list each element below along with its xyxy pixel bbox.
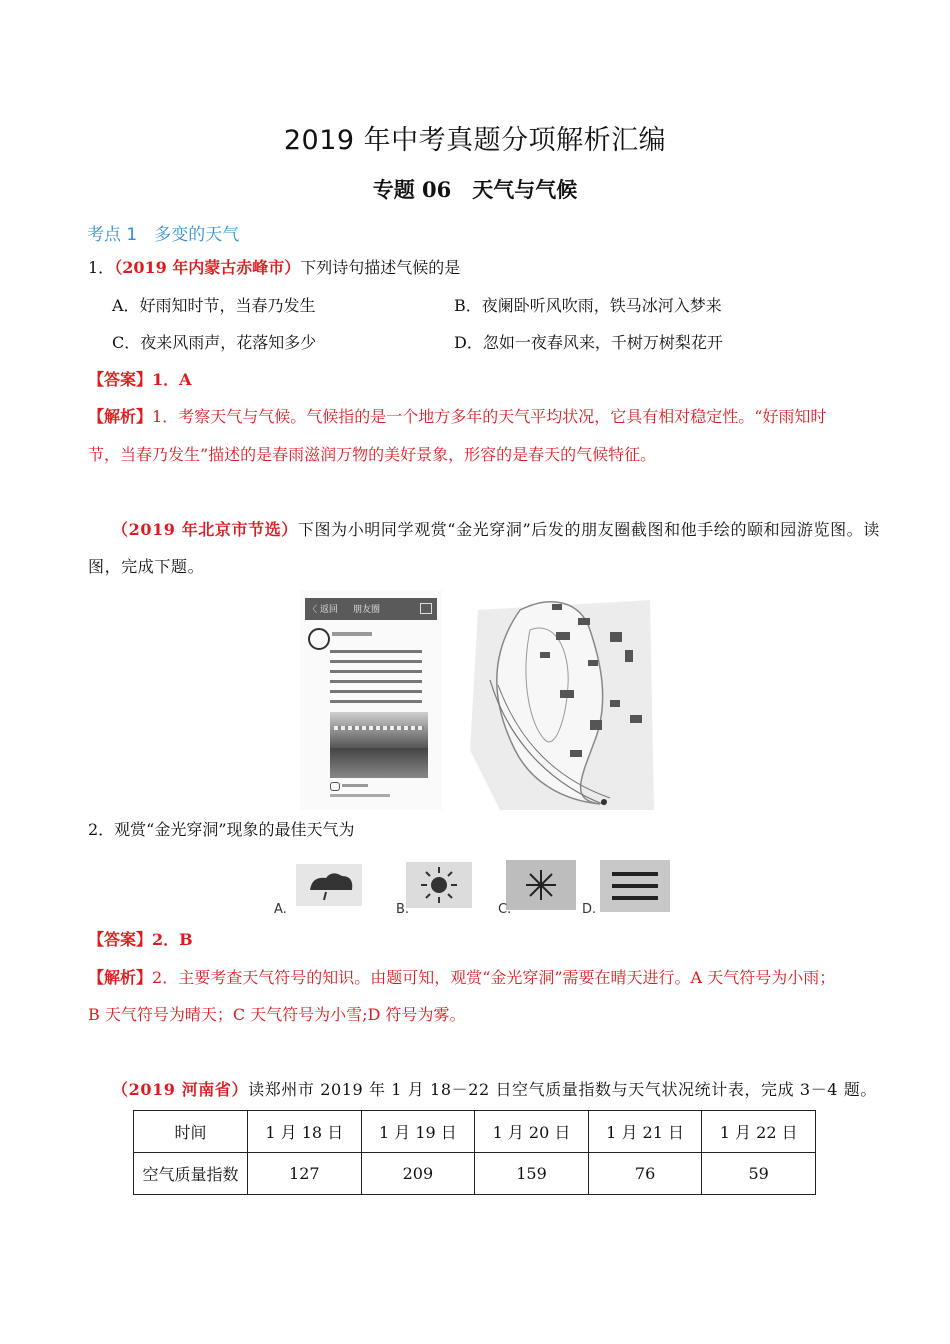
fog-icon (600, 860, 670, 912)
option-b-label: B. (396, 902, 410, 917)
table-cell: 209 (361, 1153, 475, 1195)
analysis-label: 【解析】 (88, 968, 153, 987)
page-title: 2019 年中考真题分项解析汇编 (283, 125, 667, 156)
question-source: （2019 年内蒙古赤峰市） (114, 258, 301, 277)
table-cell: 59 (702, 1153, 816, 1195)
option-c: C．夜来风雨声，花落知多少 (112, 333, 317, 352)
analysis-text: 2．主要考查天气符号的知识。由题可知，观赏“金光穿洞”需要在晴天进行。A 天气符号为小雨； (152, 968, 836, 987)
analysis-1-line-2: 节，当春乃发生”描述的是春雨滋润万物的美好景象，形容的是春天的气候特征。 (88, 445, 657, 464)
summer-palace-map (460, 590, 654, 810)
table-cell: 127 (248, 1153, 362, 1195)
answer-label: 【答案】 (88, 370, 153, 389)
table-header-cell: 1 月 21 日 (588, 1111, 702, 1153)
question-2-intro-line-2: 图，完成下题。 (88, 557, 205, 576)
comment-line (330, 794, 390, 797)
sunny-icon (406, 862, 472, 908)
moments-screenshot (300, 590, 442, 810)
option-c-label: C. (498, 902, 512, 917)
option-a-label: A. (274, 902, 287, 917)
section-heading: 考点 1 多变的天气 (87, 225, 240, 245)
answer-1 (88, 368, 192, 392)
table-cell: 159 (475, 1153, 589, 1195)
answer-value: 2．B (152, 930, 193, 949)
analysis-text: 1．考察天气与气候。气候指的是一个地方多年的天气平均状况，它具有相对稳定性。“好雨知时 (152, 407, 827, 426)
avatar (308, 628, 330, 650)
option-d: D．忽如一夜春风来，千树万树梨花开 (454, 333, 723, 352)
table-header-row (134, 1111, 816, 1153)
weather-symbol-options (274, 860, 674, 920)
question-1-stem (88, 256, 460, 280)
aqi-table (133, 1110, 816, 1195)
post-photo-top (330, 712, 428, 748)
analysis-2-line-2: B 天气符号为晴天；C 天气符号为小雪;D 符号为雾。 (88, 1005, 466, 1024)
question-2-stem: 2．观赏“金光穿洞”现象的最佳天气为 (88, 820, 355, 839)
analysis-label: 【解析】 (88, 407, 153, 426)
back-link: 〈 返回 (308, 605, 338, 615)
heart-icon (330, 782, 340, 791)
table-header-cell: 1 月 19 日 (361, 1111, 475, 1153)
answer-2 (88, 928, 193, 952)
like-line (342, 784, 368, 787)
intro-text: 下图为小明同学观赏“金光穿洞”后发的朋友圈截图和他手绘的颐和园游览图。读 (297, 520, 880, 539)
table-row-label: 空气质量指数 (134, 1153, 248, 1195)
analysis-1-line-1 (88, 405, 826, 429)
username-line (332, 632, 372, 636)
camera-icon (420, 603, 432, 614)
question-number: 1． (88, 258, 115, 277)
table-header-cell: 1 月 18 日 (248, 1111, 362, 1153)
question-source: （2019 年北京市节选） (112, 520, 298, 539)
table-header-cell: 1 月 20 日 (475, 1111, 589, 1153)
analysis-2-line-1 (88, 966, 835, 990)
bridge-arches-icon (334, 726, 424, 730)
page-subtitle: 专题 06 天气与气候 (372, 177, 578, 202)
question-3-intro (112, 1078, 877, 1102)
post-text-lines (330, 650, 422, 706)
phone-header-title: 朋友圈 (353, 605, 381, 615)
table-cell: 76 (588, 1153, 702, 1195)
table-header-cell: 1 月 22 日 (702, 1111, 816, 1153)
option-d-symbol (600, 860, 670, 912)
rain-icon (296, 864, 362, 906)
option-d-label: D. (582, 902, 597, 917)
option-a-symbol (296, 864, 362, 906)
question-source: （2019 河南省） (112, 1080, 249, 1099)
option-c-symbol (506, 860, 576, 910)
phone-header-bar (305, 598, 437, 620)
answer-label: 【答案】 (88, 930, 153, 949)
intro-text: 读郑州市 2019 年 1 月 18－22 日空气质量指数与天气状况统计表，完成 3－4 题。 (248, 1080, 877, 1099)
answer-value: 1．A (152, 370, 192, 389)
option-b: B．夜阑卧听风吹雨，铁马冰河入梦来 (454, 296, 722, 315)
question-text: 下列诗句描述气候的是 (300, 258, 461, 277)
table-row (134, 1153, 816, 1195)
question-2-intro (112, 518, 880, 542)
option-a: A．好雨知时节，当春乃发生 (112, 296, 316, 315)
post-photo-bottom (330, 748, 428, 778)
table-header-cell: 时间 (134, 1111, 248, 1153)
snow-icon (506, 860, 576, 910)
option-b-symbol (406, 862, 472, 908)
hand-drawn-map-icon (460, 590, 654, 810)
